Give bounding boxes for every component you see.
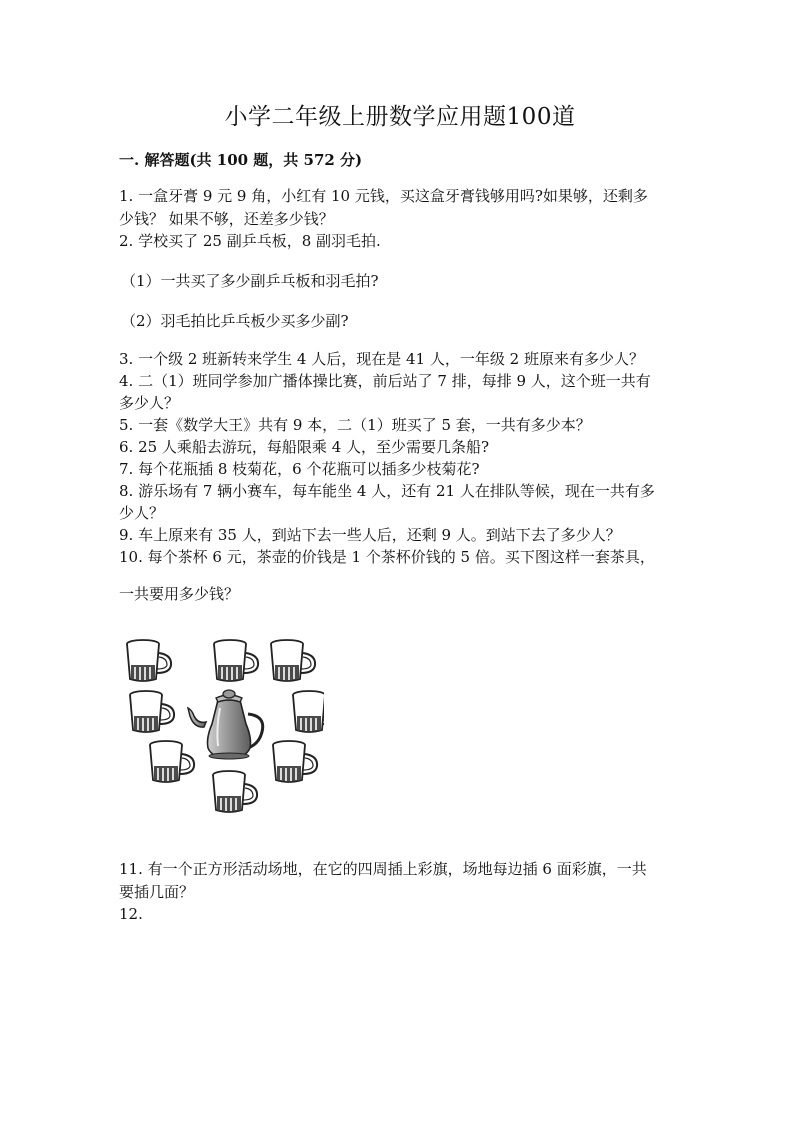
question-10-line-1: 10. 每个茶杯 6 元，茶壶的价钱是 1 个茶杯价钱的 5 倍。买下图这样一套茶具，: [119, 548, 655, 566]
question-4-line-2: 多少人？: [119, 394, 180, 412]
question-9: 9. 车上原来有 35 人，到站下去一些人后，还剩 9 人。到站下去了多少人？: [119, 526, 621, 544]
question-2-line-1: 2. 学校买了 25 副乒乓板，8 副羽毛拍.: [119, 232, 381, 250]
question-8-line-1: 8. 游乐场有 7 辆小赛车，每车能坐 4 人，还有 21 人在排队等候，现在一共有多: [119, 482, 655, 500]
question-1-line-1: 1. 一盒牙膏 9 元 9 角，小红有 10 元钱，买这盒牙膏钱够用吗?如果够，还剩多: [119, 187, 648, 205]
question-12: 12.: [119, 905, 143, 923]
question-4-line-1: 4. 二（1）班同学参加广播体操比赛，前后站了 7 排，每排 9 人，这个班一共有: [119, 372, 651, 390]
question-10-line-2: 一共要用多少钱？: [119, 585, 240, 603]
question-11-line-1: 11. 有一个正方形活动场地，在它的四周插上彩旗，场地每边插 6 面彩旗，一共: [119, 860, 647, 878]
teapot-and-cups-icon: [124, 632, 324, 817]
question-2-sub-2: （2）羽毛拍比乒乓板少买多少副?: [121, 312, 349, 330]
question-5: 5. 一套《数学大王》共有 9 本，二（1）班买了 5 套，一共有多少本？: [119, 416, 591, 434]
question-8-line-2: 少人？: [119, 504, 165, 522]
question-7: 7. 每个花瓶插 8 枝菊花，6 个花瓶可以插多少枝菊花?: [119, 460, 480, 478]
page-title: 小学二年级上册数学应用题100道: [224, 104, 576, 130]
question-6: 6. 25 人乘船去游玩，每船限乘 4 人，至少需要几条船?: [119, 438, 490, 456]
question-1-line-2: 少钱？ 如果不够，还差多少钱？: [119, 210, 334, 228]
question-11-line-2: 要插几面？: [119, 883, 195, 901]
question-2-sub-1: （1）一共买了多少副乒乓板和羽毛拍?: [121, 272, 379, 290]
question-3: 3. 一个级 2 班新转来学生 4 人后，现在是 41 人，一年级 2 班原来有多少人？: [119, 350, 644, 368]
section-heading: 一. 解答题(共 100 题，共 572 分): [119, 151, 363, 169]
